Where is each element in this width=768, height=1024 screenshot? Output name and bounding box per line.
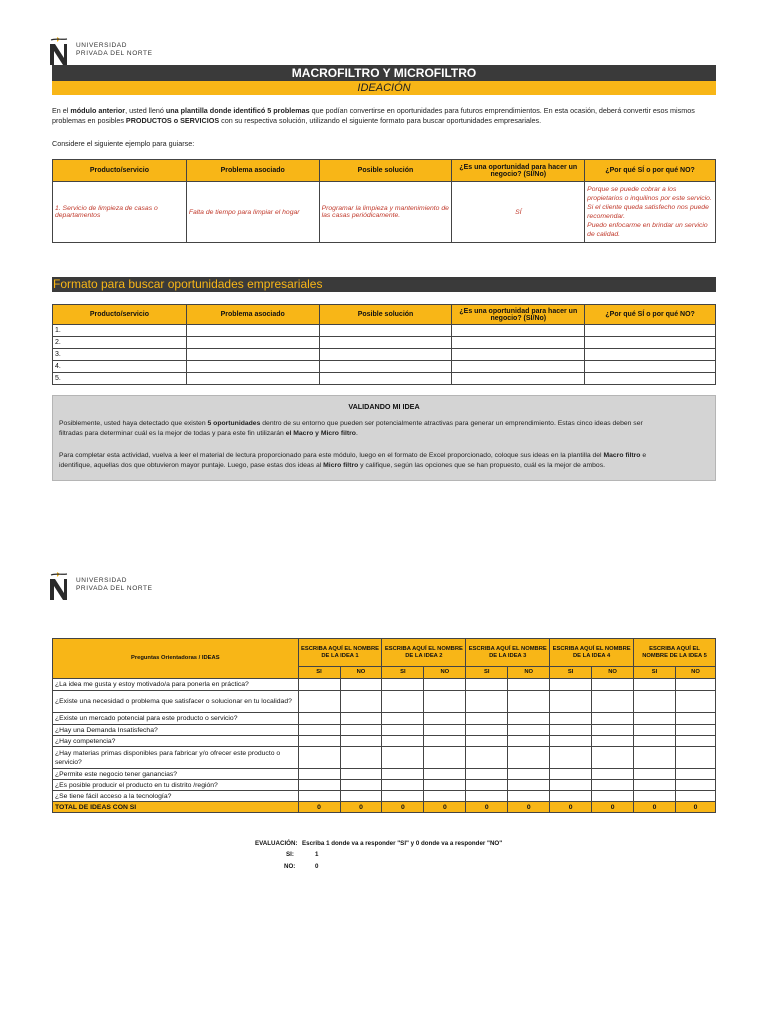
answer-cell[interactable] (340, 736, 382, 747)
answer-cell[interactable] (508, 691, 550, 713)
example-problem: Falta de tiempo para limpiar el hogar (186, 182, 319, 243)
row-number: 3. (53, 349, 187, 361)
answer-cell[interactable] (550, 679, 592, 691)
answer-cell[interactable] (466, 769, 508, 780)
answer-cell[interactable] (340, 769, 382, 780)
table-cell[interactable] (452, 349, 585, 361)
answer-cell[interactable] (340, 713, 382, 725)
answer-cell[interactable] (424, 769, 466, 780)
answer-cell[interactable] (634, 713, 676, 725)
table-cell[interactable] (585, 349, 716, 361)
table-cell[interactable] (186, 325, 319, 337)
table-cell[interactable] (585, 373, 716, 385)
row-number: 1. (53, 325, 187, 337)
answer-cell[interactable] (298, 691, 340, 713)
col-header: ¿Es una oportunidad para hacer un negocio? (SI/No) (452, 160, 585, 182)
si-header: SI (298, 667, 340, 679)
si-header: SI (550, 667, 592, 679)
col-header: Producto/servicio (53, 160, 187, 182)
total-label: TOTAL DE IDEAS CON SI (53, 802, 299, 813)
logo-text: UNIVERSIDAD PRIVADA DEL NORTE (76, 577, 153, 592)
answer-cell[interactable] (676, 791, 716, 802)
answer-cell[interactable] (340, 791, 382, 802)
answer-cell[interactable] (508, 769, 550, 780)
answer-cell[interactable] (298, 725, 340, 736)
evaluation-text: Escriba 1 donde va a responder "SI" y 0 donde va a responder "NO" (302, 840, 503, 847)
example-product: 1. Servicio de limpieza de casas o departamentos (53, 182, 187, 243)
answer-cell[interactable] (424, 691, 466, 713)
questions-header: Preguntas Orientadoras / IDEAS (53, 639, 299, 679)
answer-cell[interactable] (550, 713, 592, 725)
idea-header: ESCRIBA AQUÍ EL NOMBRE DE LA IDEA 3 (466, 639, 550, 667)
answer-cell[interactable] (676, 769, 716, 780)
answer-cell[interactable] (508, 747, 550, 769)
total-value: 0 (466, 802, 508, 813)
col-header: Posible solución (319, 160, 452, 182)
answer-cell[interactable] (634, 791, 676, 802)
answer-cell[interactable] (550, 725, 592, 736)
question-label: ¿La idea me gusta y estoy motivado/a para ponerla en práctica? (53, 679, 299, 691)
answer-cell[interactable] (592, 679, 634, 691)
answer-cell[interactable] (340, 780, 382, 791)
table-cell[interactable] (452, 373, 585, 385)
table-cell[interactable] (186, 361, 319, 373)
example-answer: SÍ (452, 182, 585, 243)
answer-cell[interactable] (676, 713, 716, 725)
answer-cell[interactable] (382, 769, 424, 780)
answer-cell[interactable] (466, 791, 508, 802)
no-header: NO (340, 667, 382, 679)
answer-cell[interactable] (592, 691, 634, 713)
row-number: 2. (53, 337, 187, 349)
table-cell[interactable] (585, 337, 716, 349)
table-cell[interactable] (452, 325, 585, 337)
table-cell[interactable] (319, 337, 452, 349)
table-cell[interactable] (186, 349, 319, 361)
answer-cell[interactable] (592, 747, 634, 769)
answer-cell[interactable] (382, 747, 424, 769)
answer-cell[interactable] (592, 769, 634, 780)
page-subtitle: IDEACIÓN (52, 81, 716, 95)
answer-cell[interactable] (466, 713, 508, 725)
answer-cell[interactable] (508, 713, 550, 725)
answer-cell[interactable] (592, 791, 634, 802)
validate-paragraph-1: Posiblemente, usted haya detectado que existen 5 oportunidades dentro de su entorno que pueden ser potencialmente atractivas para generar un emprendimiento. Estas cinco ideas deben ser filtradas para determinar cuál es la mejor de todas y para este fin utilizarán el Macro y Micro filtro. (59, 420, 643, 437)
total-value: 0 (298, 802, 340, 813)
no-header: NO (676, 667, 716, 679)
answer-cell[interactable] (550, 780, 592, 791)
answer-cell[interactable] (592, 780, 634, 791)
page-title: MACROFILTRO Y MICROFILTRO (52, 65, 716, 81)
si-header: SI (466, 667, 508, 679)
answer-cell[interactable] (592, 713, 634, 725)
no-header: NO (424, 667, 466, 679)
total-value: 0 (550, 802, 592, 813)
answer-cell[interactable] (466, 725, 508, 736)
si-label: SI: (286, 851, 294, 858)
validate-paragraph-2: Para completar esta actividad, vuelva a leer el material de lectura proporcionado para este módulo, luego en el formato de Excel proporcionado, coloque sus ideas en la plantilla del Macro filtro e identifique, aquellas dos que obtuvieron mayor puntaje. Luego, pase estas dos ideas al Micro filtro y califique, según las opciones que se han propuesto, cuál es la mejor de ambos. (59, 452, 647, 469)
answer-cell[interactable] (550, 791, 592, 802)
table-cell[interactable] (186, 337, 319, 349)
section-title: Formato para buscar oportunidades empresariales (52, 277, 716, 292)
validate-box (52, 395, 716, 481)
no-header: NO (592, 667, 634, 679)
idea-header: ESCRIBA AQUÍ EL NOMBRE DE LA IDEA 2 (382, 639, 466, 667)
answer-cell[interactable] (466, 747, 508, 769)
answer-cell[interactable] (634, 691, 676, 713)
answer-cell[interactable] (634, 747, 676, 769)
row-number: 5. (53, 373, 187, 385)
answer-cell[interactable] (466, 736, 508, 747)
idea-header: ESCRIBA AQUÍ EL NOMBRE DE LA IDEA 1 (298, 639, 382, 667)
total-value: 0 (634, 802, 676, 813)
col-header: Problema asociado (186, 305, 319, 325)
table-cell[interactable] (319, 361, 452, 373)
no-header: NO (508, 667, 550, 679)
idea-header: ESCRIBA AQUÍ EL NOMBRE DE LA IDEA 4 (550, 639, 634, 667)
university-logo (48, 571, 168, 601)
question-label: ¿Hay una Demanda Insatisfecha? (53, 725, 299, 736)
total-value: 0 (508, 802, 550, 813)
question-label: ¿Permite este negocio tener ganancias? (53, 769, 299, 780)
answer-cell[interactable] (676, 725, 716, 736)
idea-header: ESCRIBA AQUÍ EL NOMBRE DE LA IDEA 5 (634, 639, 716, 667)
answer-cell[interactable] (424, 791, 466, 802)
answer-cell[interactable] (676, 747, 716, 769)
table-cell[interactable] (186, 373, 319, 385)
table-cell[interactable] (585, 325, 716, 337)
answer-cell[interactable] (508, 791, 550, 802)
row-number: 4. (53, 361, 187, 373)
answer-cell[interactable] (424, 679, 466, 691)
answer-cell[interactable] (424, 736, 466, 747)
si-header: SI (634, 667, 676, 679)
answer-cell[interactable] (466, 780, 508, 791)
table-cell[interactable] (319, 325, 452, 337)
no-value: 0 (315, 863, 319, 870)
validate-title: VALIDANDO MI IDEA (348, 402, 420, 411)
total-value: 0 (676, 802, 716, 813)
answer-cell[interactable] (382, 691, 424, 713)
answer-cell[interactable] (508, 679, 550, 691)
answer-cell[interactable] (508, 736, 550, 747)
answer-cell[interactable] (550, 769, 592, 780)
logo-mark-icon (48, 36, 74, 66)
answer-cell[interactable] (466, 691, 508, 713)
answer-cell[interactable] (340, 725, 382, 736)
example-note: Considere el siguiente ejemplo para guiarse: (52, 139, 195, 148)
question-label: ¿Hay competencia? (53, 736, 299, 747)
col-header: Producto/servicio (53, 305, 187, 325)
table-cell[interactable] (319, 373, 452, 385)
answer-cell[interactable] (550, 747, 592, 769)
answer-cell[interactable] (676, 780, 716, 791)
example-why: Porque se puede cobrar a los propietarios o inquilinos por este servicio. Si el cliente queda satisfecho nos puede recomendar. Puedo enfocarme en brindar un servicio de calidad. (585, 182, 716, 243)
answer-cell[interactable] (382, 791, 424, 802)
example-solution: Programar la limpieza y mantenimiento de las casas periódicamente. (319, 182, 452, 243)
answer-cell[interactable] (298, 791, 340, 802)
answer-cell[interactable] (634, 725, 676, 736)
answer-cell[interactable] (424, 747, 466, 769)
table-cell[interactable] (452, 361, 585, 373)
answer-cell[interactable] (592, 725, 634, 736)
answer-cell[interactable] (382, 725, 424, 736)
question-label: ¿Hay materias primas disponibles para fabricar y/o ofrecer este producto o servicio? (53, 747, 299, 769)
answer-cell[interactable] (676, 679, 716, 691)
answer-cell[interactable] (298, 679, 340, 691)
answer-cell[interactable] (298, 780, 340, 791)
question-label: ¿Es posible producir el producto en tu distrito /región? (53, 780, 299, 791)
total-value: 0 (592, 802, 634, 813)
answer-cell[interactable] (424, 780, 466, 791)
answer-cell[interactable] (634, 679, 676, 691)
answer-cell[interactable] (424, 713, 466, 725)
question-label: ¿Existe una necesidad o problema que satisfacer o solucionar en tu localidad? (53, 691, 299, 713)
university-logo (48, 36, 168, 66)
ideas-table (52, 638, 716, 813)
example-table (52, 159, 716, 243)
si-header: SI (382, 667, 424, 679)
total-value: 0 (340, 802, 382, 813)
table-cell[interactable] (452, 337, 585, 349)
answer-cell[interactable] (340, 691, 382, 713)
answer-cell[interactable] (298, 747, 340, 769)
col-header: ¿Por qué SÍ o por qué NO? (585, 160, 716, 182)
answer-cell[interactable] (676, 691, 716, 713)
answer-cell[interactable] (634, 736, 676, 747)
answer-cell[interactable] (634, 780, 676, 791)
answer-cell[interactable] (424, 725, 466, 736)
answer-cell[interactable] (508, 780, 550, 791)
answer-cell[interactable] (298, 769, 340, 780)
logo-text: UNIVERSIDAD PRIVADA DEL NORTE (76, 42, 153, 57)
answer-cell[interactable] (676, 736, 716, 747)
col-header: ¿Es una oportunidad para hacer un negocio? (SI/No) (452, 305, 585, 325)
answer-cell[interactable] (634, 769, 676, 780)
answer-cell[interactable] (340, 679, 382, 691)
answer-cell[interactable] (550, 691, 592, 713)
logo-mark-icon (48, 571, 74, 601)
answer-cell[interactable] (382, 679, 424, 691)
answer-cell[interactable] (550, 736, 592, 747)
answer-cell[interactable] (298, 713, 340, 725)
evaluation-label: EVALUACIÓN: (255, 840, 298, 847)
question-label: ¿Existe un mercado potencial para este producto o servicio? (53, 713, 299, 725)
col-header: ¿Por qué SÍ o por qué NO? (585, 305, 716, 325)
table-cell[interactable] (319, 349, 452, 361)
format-table (52, 304, 716, 385)
answer-cell[interactable] (382, 713, 424, 725)
question-label: ¿Se tiene fácil acceso a la tecnología? (53, 791, 299, 802)
answer-cell[interactable] (298, 736, 340, 747)
total-value: 0 (382, 802, 424, 813)
si-value: 1 (315, 851, 319, 858)
col-header: Problema asociado (186, 160, 319, 182)
answer-cell[interactable] (466, 679, 508, 691)
answer-cell[interactable] (382, 780, 424, 791)
no-label: NO: (284, 863, 296, 870)
intro-paragraph: En el módulo anterior, usted llenó una plantilla donde identificó 5 problemas que podían convertirse en oportunidades para futuros emprendimientos. En esta ocasión, deberá convertir esos mismos problemas en posibles PRODUCTOS o SERVICIOS con su respectiva solución, utilizando el siguiente formato para buscar oportunidades empresariales. (52, 106, 695, 125)
answer-cell[interactable] (508, 725, 550, 736)
answer-cell[interactable] (592, 736, 634, 747)
answer-cell[interactable] (382, 736, 424, 747)
col-header: Posible solución (319, 305, 452, 325)
table-cell[interactable] (585, 361, 716, 373)
total-value: 0 (424, 802, 466, 813)
answer-cell[interactable] (340, 747, 382, 769)
